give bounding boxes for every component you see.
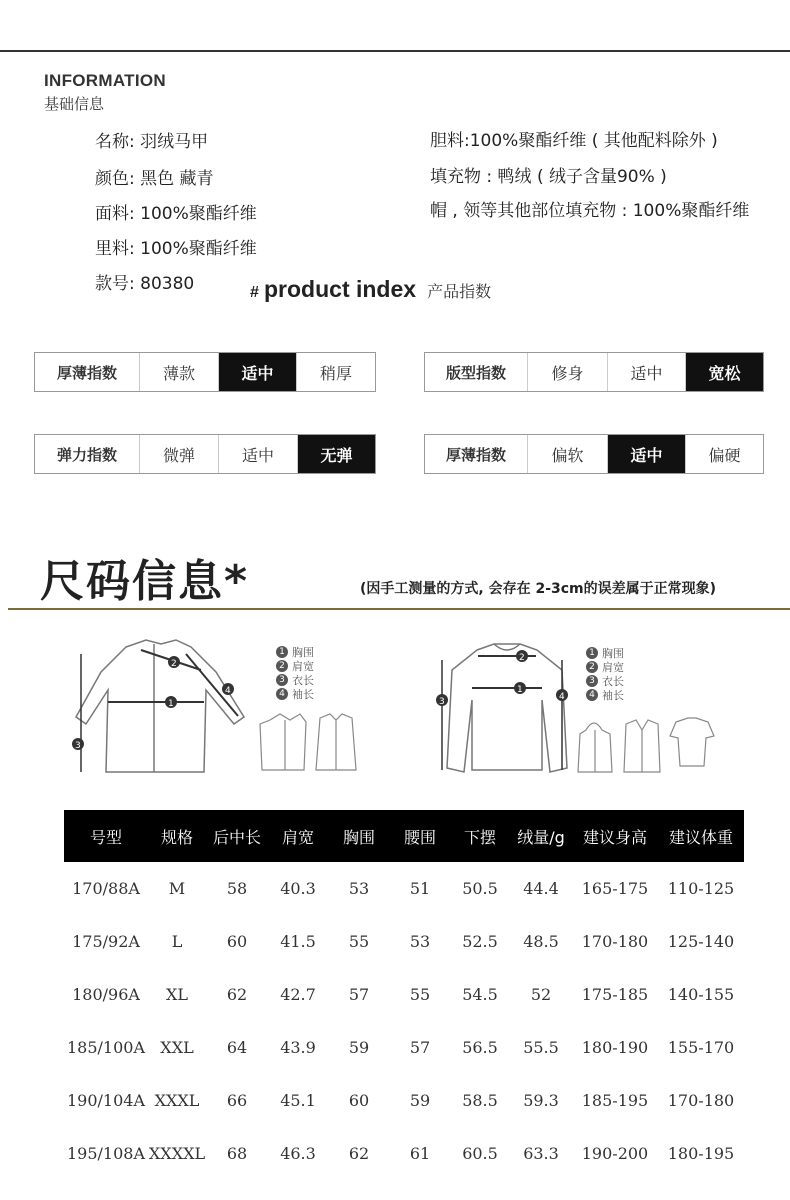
table-cell: 50.5 — [462, 879, 498, 898]
table-cell: 68 — [226, 1144, 248, 1163]
table-cell: 51 — [409, 879, 431, 898]
spec-lining: 里料: 100%聚酯纤维 — [95, 239, 257, 259]
table-cell: 190-200 — [581, 1144, 649, 1163]
col-header: 绒量/g — [510, 810, 572, 862]
table-cell: 55 — [348, 932, 370, 951]
index-option-selected: 无弹 — [297, 435, 375, 473]
size-table — [64, 810, 744, 1180]
measure-legend-left: 1 胸围 2 肩宽 3 衣长 4 袖长 — [276, 645, 314, 701]
table-row — [64, 862, 744, 915]
table-cell: 170/88A — [72, 879, 140, 898]
index-option: 适中 — [218, 435, 297, 473]
index-option-selected: 宽松 — [685, 353, 763, 391]
svg-text:1: 1 — [168, 699, 174, 709]
cardigan-hoodie-tshirt-icon — [576, 716, 716, 776]
index-label: 厚薄指数 — [445, 445, 506, 464]
table-cell: M — [168, 879, 186, 898]
spec-color: 颜色: 黑色 藏青 — [95, 169, 214, 189]
table-cell: 62 — [226, 985, 248, 1004]
index-option: 微弹 — [139, 435, 218, 473]
svg-text:1: 1 — [517, 685, 523, 695]
table-cell: XXXL — [154, 1091, 200, 1110]
table-cell: 54.5 — [462, 985, 498, 1004]
legend-chest: 胸围 — [602, 647, 624, 660]
svg-text:3: 3 — [75, 741, 81, 751]
index-label: 厚薄指数 — [56, 363, 117, 382]
table-cell: XXXXL — [148, 1144, 206, 1163]
size-divider — [8, 608, 790, 610]
table-cell: 46.3 — [280, 1144, 316, 1163]
table-cell: 190/104A — [66, 1091, 146, 1110]
measure-legend-right: 1 胸围 2 肩宽 3 衣长 4 袖长 — [586, 646, 624, 702]
table-cell: 58 — [226, 879, 248, 898]
table-cell: 185/100A — [66, 1038, 146, 1057]
top-divider — [0, 50, 790, 52]
product-index-heading — [250, 276, 491, 303]
table-cell: 43.9 — [280, 1038, 316, 1057]
sweater-diagram-icon — [432, 640, 582, 780]
svg-text:2: 2 — [519, 653, 525, 663]
table-cell: 42.7 — [280, 985, 316, 1004]
table-cell: 44.4 — [523, 879, 559, 898]
table-cell: 59 — [409, 1091, 431, 1110]
col-header: 下摆 — [450, 810, 510, 862]
table-cell: 58.5 — [462, 1091, 498, 1110]
table-cell: 165-175 — [581, 879, 649, 898]
product-index-subtitle: 产品指数 — [427, 282, 492, 301]
col-header: 腰围 — [390, 810, 450, 862]
softness-index — [424, 434, 764, 474]
table-cell: 45.1 — [280, 1091, 316, 1110]
table-cell: 57 — [348, 985, 370, 1004]
spec-name: 名称: 羽绒马甲 — [95, 132, 209, 152]
table-row — [64, 1074, 744, 1127]
table-row — [64, 1127, 744, 1180]
measurement-note: (因手工测量的方式, 会存在 2-3cm的误差属于正常现象) — [360, 581, 717, 597]
table-cell: 140-155 — [667, 985, 735, 1004]
table-cell: 59 — [348, 1038, 370, 1057]
table-cell: 60 — [226, 932, 248, 951]
svg-text:4: 4 — [559, 692, 565, 702]
index-option: 稍厚 — [296, 353, 375, 391]
table-cell: 55.5 — [523, 1038, 559, 1057]
col-header: 胸围 — [328, 810, 390, 862]
table-cell: 57 — [409, 1038, 431, 1057]
index-label: 版型指数 — [445, 363, 506, 382]
table-row — [64, 915, 744, 968]
col-header: 规格 — [148, 810, 206, 862]
index-option: 偏硬 — [685, 435, 763, 473]
table-cell: 125-140 — [667, 932, 735, 951]
table-cell: 110-125 — [667, 879, 735, 898]
col-header: 后中长 — [206, 810, 268, 862]
table-cell: 180/96A — [72, 985, 140, 1004]
shirt-diagram-icon — [66, 632, 256, 782]
table-cell: 155-170 — [667, 1038, 735, 1057]
col-header: 肩宽 — [268, 810, 328, 862]
information-subtitle: 基础信息 — [44, 95, 105, 113]
svg-text:3: 3 — [439, 697, 445, 707]
legend-sleeve: 袖长 — [602, 689, 624, 702]
table-cell: 48.5 — [523, 932, 559, 951]
table-cell: XXL — [160, 1038, 194, 1057]
table-cell: 195/108A — [66, 1144, 146, 1163]
spec-filling: 填充物 : 鸭绒 ( 绒子含量90% ) — [430, 167, 667, 187]
legend-chest: 胸围 — [292, 646, 314, 659]
table-row — [64, 968, 744, 1021]
table-cell: 55 — [409, 985, 431, 1004]
table-cell: 175/92A — [72, 932, 140, 951]
index-option-selected: 适中 — [607, 435, 685, 473]
index-option: 修身 — [527, 353, 607, 391]
table-cell: 180-190 — [581, 1038, 649, 1057]
spec-style-no: 款号: 80380 — [95, 274, 195, 294]
information-title: INFORMATION — [44, 71, 166, 90]
table-cell: 63.3 — [523, 1144, 559, 1163]
legend-sleeve: 袖长 — [292, 688, 314, 701]
size-info-title: 尺码信息* — [40, 556, 250, 607]
svg-text:4: 4 — [225, 686, 231, 696]
spec-inner: 胆料:100%聚酯纤维 ( 其他配料除外 ) — [430, 131, 718, 151]
table-cell: 62 — [348, 1144, 370, 1163]
legend-length: 衣长 — [602, 675, 624, 688]
index-option: 偏软 — [527, 435, 607, 473]
legend-shoulder: 肩宽 — [292, 660, 314, 673]
table-cell: 61 — [409, 1144, 431, 1163]
fit-index — [424, 352, 764, 392]
table-cell: 64 — [226, 1038, 248, 1057]
table-cell: 170-180 — [581, 932, 649, 951]
table-cell: 180-195 — [667, 1144, 735, 1163]
table-cell: 60.5 — [462, 1144, 498, 1163]
index-option: 薄款 — [139, 353, 218, 391]
table-cell: XL — [165, 985, 188, 1004]
table-cell: 40.3 — [280, 879, 316, 898]
table-cell: 170-180 — [667, 1091, 735, 1110]
jacket-icon — [258, 712, 358, 774]
table-header-row — [64, 810, 744, 862]
elasticity-index — [34, 434, 376, 474]
table-cell: 52 — [530, 985, 552, 1004]
table-cell: 66 — [226, 1091, 248, 1110]
col-header: 建议身高 — [572, 810, 658, 862]
table-cell: 175-185 — [581, 985, 649, 1004]
legend-shoulder: 肩宽 — [602, 661, 624, 674]
table-cell: 53 — [409, 932, 431, 951]
index-option-selected: 适中 — [218, 353, 296, 391]
col-header: 建议体重 — [658, 810, 744, 862]
table-cell: 60 — [348, 1091, 370, 1110]
table-cell: 41.5 — [280, 932, 316, 951]
table-cell: 53 — [348, 879, 370, 898]
table-cell: 59.3 — [523, 1091, 559, 1110]
svg-text:2: 2 — [171, 659, 177, 669]
table-cell: 185-195 — [581, 1091, 649, 1110]
hash-mark: # — [250, 284, 259, 301]
index-option: 适中 — [607, 353, 685, 391]
spec-fabric: 面料: 100%聚酯纤维 — [95, 204, 257, 224]
table-row — [64, 1021, 744, 1074]
legend-length: 衣长 — [292, 674, 314, 687]
col-header: 号型 — [64, 810, 148, 862]
product-index-title: product index — [264, 276, 417, 302]
table-cell: 52.5 — [462, 932, 498, 951]
spec-hood-filling: 帽 , 领等其他部位填充物 : 100%聚酯纤维 — [430, 201, 750, 221]
index-label: 弹力指数 — [56, 445, 117, 464]
table-cell: 56.5 — [462, 1038, 498, 1057]
thickness-index — [34, 352, 376, 392]
table-cell: L — [171, 932, 183, 951]
